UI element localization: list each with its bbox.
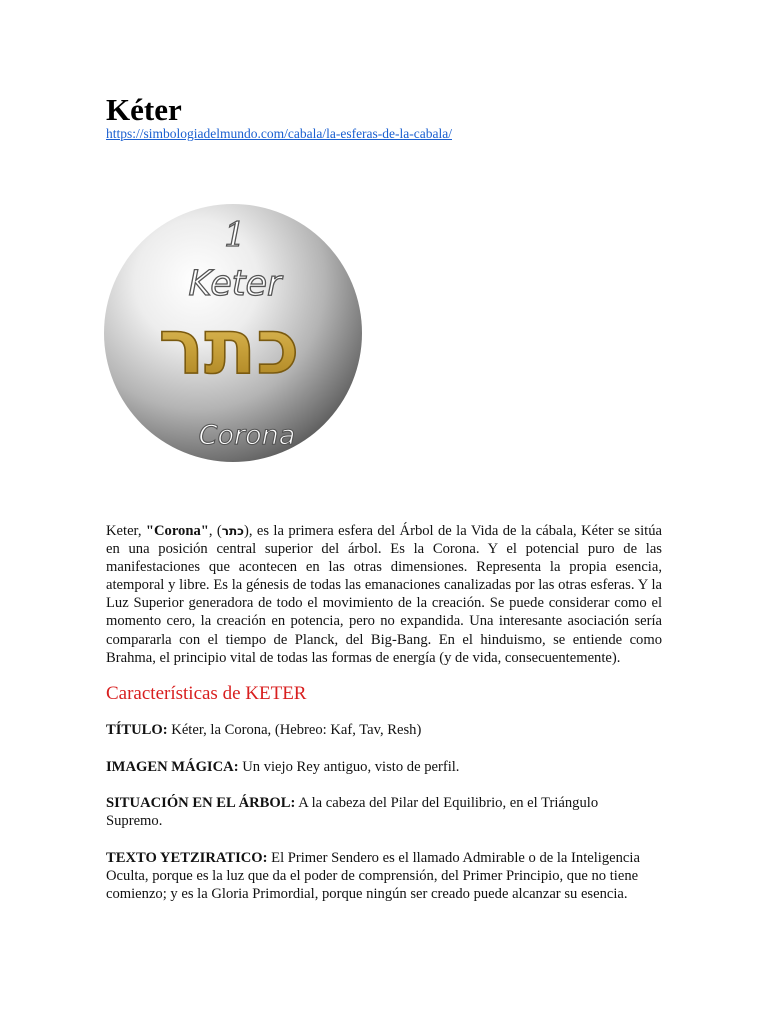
section-heading: Características de KETER xyxy=(106,683,307,704)
intro-text-start: Keter, xyxy=(106,523,146,539)
keter-sphere-svg xyxy=(102,202,364,464)
sphere-name: Keter xyxy=(188,264,282,304)
property-label: IMAGEN MÁGICA: xyxy=(106,759,239,775)
property-imagen-magica xyxy=(106,758,666,776)
intro-hebrew: כתר xyxy=(221,524,244,538)
property-titulo xyxy=(106,721,666,739)
source-link[interactable]: https://simbologiadelmundo.com/cabala/la-esferas-de-la-cabala/ xyxy=(106,126,452,141)
property-label: TÍTULO: xyxy=(106,722,168,738)
keter-sphere-image xyxy=(102,202,364,464)
property-value: A la cabeza del Pilar del Equilibrio, en el Triángulo Supremo. xyxy=(106,795,599,830)
sphere-number: 1 xyxy=(224,215,246,255)
property-label: SITUACIÓN EN EL ÁRBOL: xyxy=(106,795,296,811)
property-value: Un viejo Rey antiguo, visto de perfil. xyxy=(238,759,460,775)
intro-corona: "Corona" xyxy=(145,523,209,539)
property-value: El Primer Sendero es el llamado Admirable o de la Inteligencia Oculta, porque es la luz que da el poder de comprensión, del Primer Principio, que no tiene comienzo; y es la Gloria Primordial, porque ningún ser creado puede alcanzar su esencia. xyxy=(106,850,640,903)
property-texto-yetziratico xyxy=(106,849,666,904)
sphere-hebrew: כתר xyxy=(158,302,300,391)
intro-text-paren-open: , ( xyxy=(208,523,222,539)
property-value: Kéter, la Corona, (Hebreo: Kaf, Tav, Resh) xyxy=(167,722,422,738)
sphere-caption: Corona xyxy=(198,420,296,451)
property-label: TEXTO YETZIRATICO: xyxy=(106,850,268,866)
intro-paragraph xyxy=(106,522,662,667)
page-title: Kéter xyxy=(106,92,182,127)
property-situacion xyxy=(106,794,606,830)
intro-text-body: ), es la primera esfera del Árbol de la Vida de la cábala, Kéter se sitúa en una posición central superior del árbol. Es la Corona. Y el potencial puro de las manifestaciones que acontecen en las otras dimensiones. Representa la propia esencia, atemporal y libre. Es la génesis de todas las emanaciones canalizadas por las otras esferas. Y la Luz Superior generadora de todo el movimiento de la creación. Se puede considerar como el momento cero, la creación en potencia, pero no expandida. Una interesante asociación sería compararla con el tiempo de Planck, del Big-Bang. En el hinduismo, se entiende como Brahma, el principio vital de todas las formas de energía (y de vida, consecuentemente). xyxy=(106,523,662,666)
